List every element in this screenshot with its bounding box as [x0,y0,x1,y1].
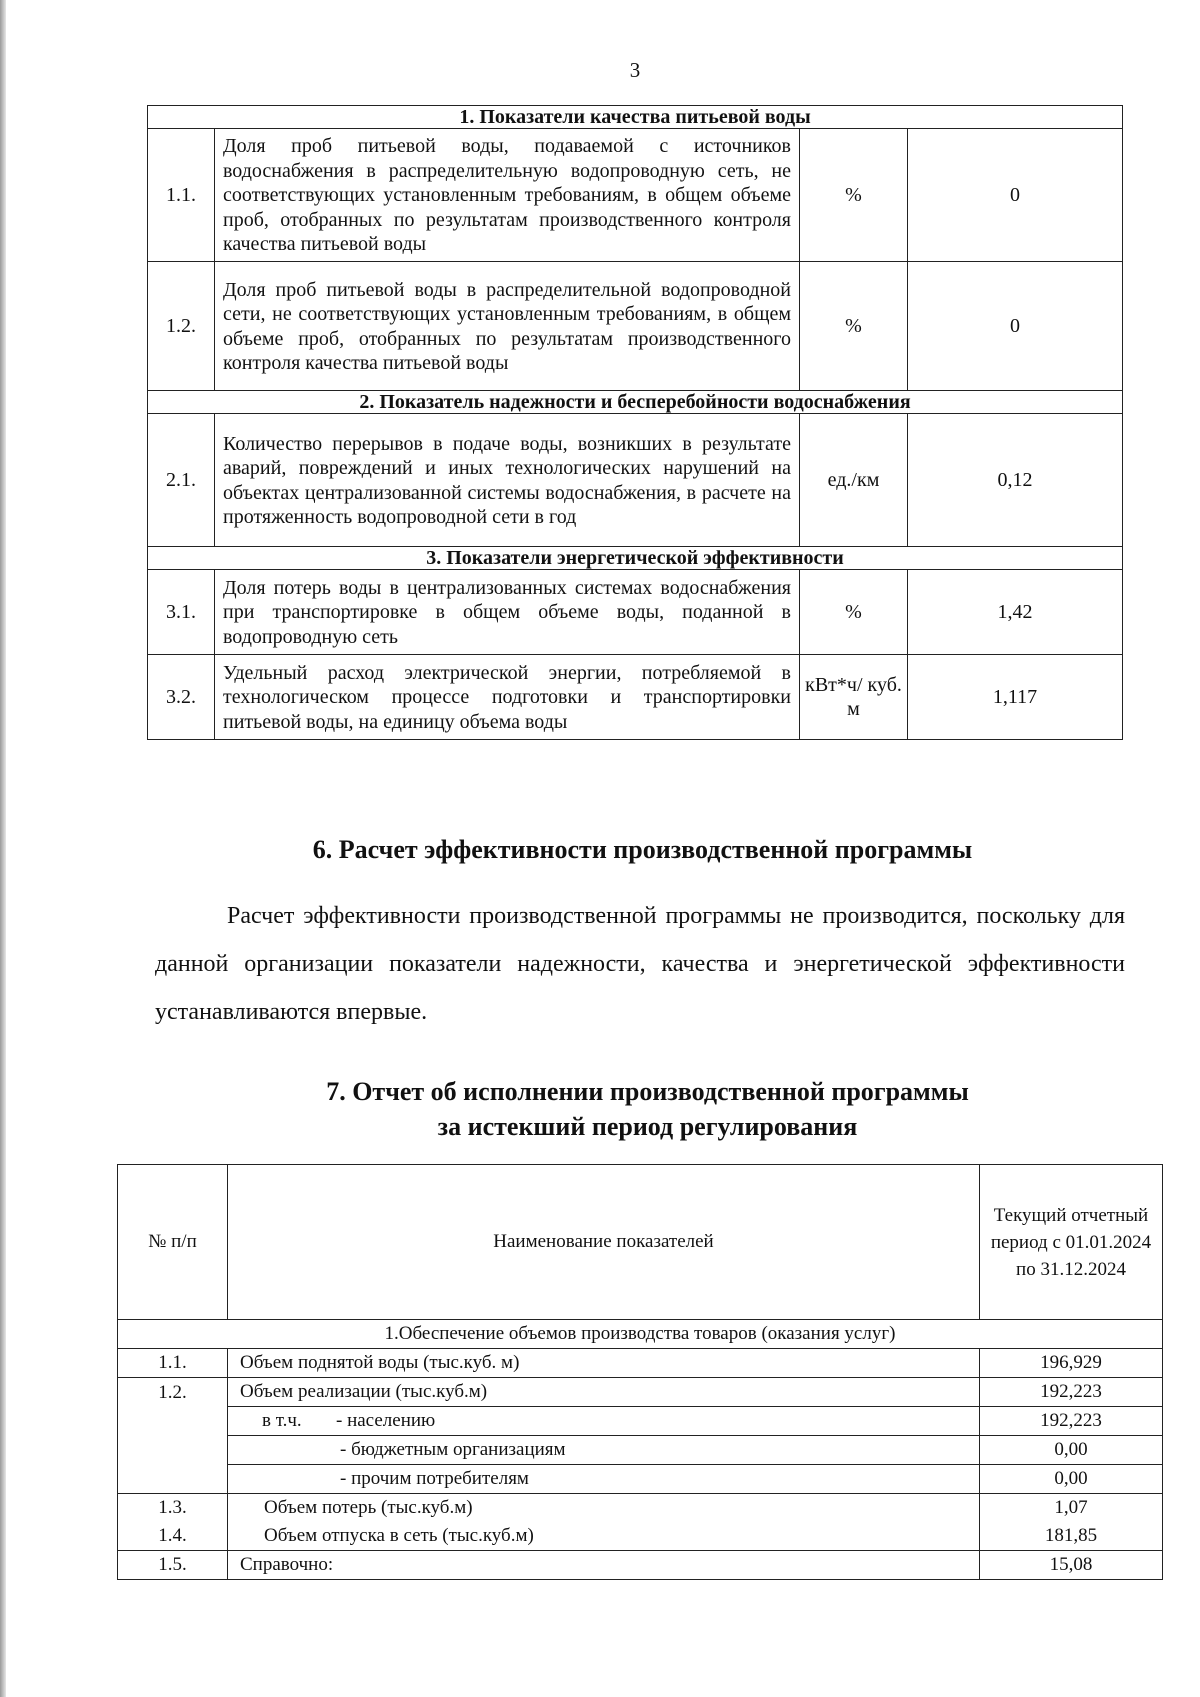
row-value: 181,85 [980,1522,1163,1551]
row-value: 196,929 [980,1349,1163,1378]
row-value: 0,00 [980,1436,1163,1465]
row-number: 1.2. [118,1378,228,1494]
table-row [148,655,1123,740]
row-name: Справочно: [228,1551,980,1580]
header-name: Наименование показателей [228,1165,980,1320]
row-unit: ед./км [800,414,908,547]
row-name: - прочим потребителям [228,1465,980,1494]
row-value: 0,00 [980,1465,1163,1494]
section-title: 3. Показатели энергетической эффективности [148,547,1123,570]
row-number: 1.1. [118,1349,228,1378]
row-value: 0 [908,262,1123,391]
row-number: 1.1. [148,129,215,262]
table-row [148,262,1123,391]
header-period: Текущий отчетный период с 01.01.2024 по 31.12.2024 [980,1165,1163,1320]
row-description: Количество перерывов в подаче воды, возникших в результате аварий, повреждений и иных технологических нарушений на объектах централизованной системы водоснабжения, в расчете на протяженность водопроводной сети в год [215,414,800,547]
row-unit: % [800,570,908,655]
row-number: 3.1. [148,570,215,655]
table-row [148,414,1123,547]
header-number: № п/п [118,1165,228,1320]
section-row [148,106,1123,129]
table-row [118,1522,1163,1551]
section-7-heading-line-2: за истекший период регулирования [437,1112,858,1141]
row-name [228,1407,980,1436]
row-name: Объем отпуска в сеть (тыс.куб.м) [228,1522,980,1551]
report-table [117,1164,1163,1580]
row-number: 1.3. [118,1494,228,1523]
row-description: Удельный расход электрической энергии, потребляемой в технологическом процессе подготовки и транспортировки питьевой воды, на единицу объема воды [215,655,800,740]
row-name: Объем поднятой воды (тыс.куб. м) [228,1349,980,1378]
section-6-heading: 6. Расчет эффективности производственной программы [312,835,973,864]
row-value: 192,223 [980,1378,1163,1407]
table-row [118,1465,1163,1494]
table-header-row [118,1165,1163,1320]
row-number: 1.4. [118,1522,228,1551]
row-value: 15,08 [980,1551,1163,1580]
row-description: Доля проб питьевой воды, подаваемой с источников водоснабжения в распределительную водопроводную сеть, не соответствующих установленным требованиям, в общем объеме проб, отобранных по результатам производственного контроля качества питьевой воды [215,129,800,262]
section-row [118,1320,1163,1349]
row-value: 1,07 [980,1494,1163,1523]
section-title: 2. Показатель надежности и бесперебойности водоснабжения [148,391,1123,414]
section-7-heading-line-1: 7. Отчет об исполнении производственной программы [326,1077,969,1106]
table-row [148,570,1123,655]
row-unit: % [800,129,908,262]
row-value: 192,223 [980,1407,1163,1436]
table-row [148,129,1123,262]
row-prefix: в т.ч. [262,1410,302,1431]
section-title: 1. Показатели качества питьевой воды [148,106,1123,129]
row-subname: - населению [336,1410,436,1431]
section-7-heading [0,1074,1200,1144]
section-row [148,547,1123,570]
row-value: 0,12 [908,414,1123,547]
row-value: 1,42 [908,570,1123,655]
section-row [148,391,1123,414]
table-row [118,1494,1163,1523]
section-6-paragraph: Расчет эффективности производственной программы не производится, поскольку для данной организации показатели надежности, качества и энергетической эффективности устанавливаются впервые. [155,903,1125,1025]
table-row [118,1349,1163,1378]
row-name: Объем потерь (тыс.куб.м) [228,1494,980,1523]
row-value: 0 [908,129,1123,262]
row-number: 3.2. [148,655,215,740]
row-name: - бюджетным организациям [228,1436,980,1465]
row-number: 1.5. [118,1551,228,1580]
table-row [118,1378,1163,1407]
table-row [118,1407,1163,1436]
row-description: Доля проб питьевой воды в распределительной водопроводной сети, не соответствующих установленным требованиям, в общем объеме проб, отобранных по результатам производственного контроля качества питьевой воды [215,262,800,391]
table-row [118,1436,1163,1465]
row-number: 2.1. [148,414,215,547]
row-name: Объем реализации (тыс.куб.м) [228,1378,980,1407]
row-number: 1.2. [148,262,215,391]
row-unit: % [800,262,908,391]
indicators-table [147,105,1123,740]
row-description: Доля потерь воды в централизованных системах водоснабжения при транспортировке в общем объеме воды, поданной в водопроводную сеть [215,570,800,655]
table-row [118,1551,1163,1580]
page-number: 3 [629,58,641,82]
section-title: 1.Обеспечение объемов производства товаров (оказания услуг) [118,1320,1163,1349]
row-unit: кВт*ч/ куб. м [800,655,908,740]
row-value: 1,117 [908,655,1123,740]
